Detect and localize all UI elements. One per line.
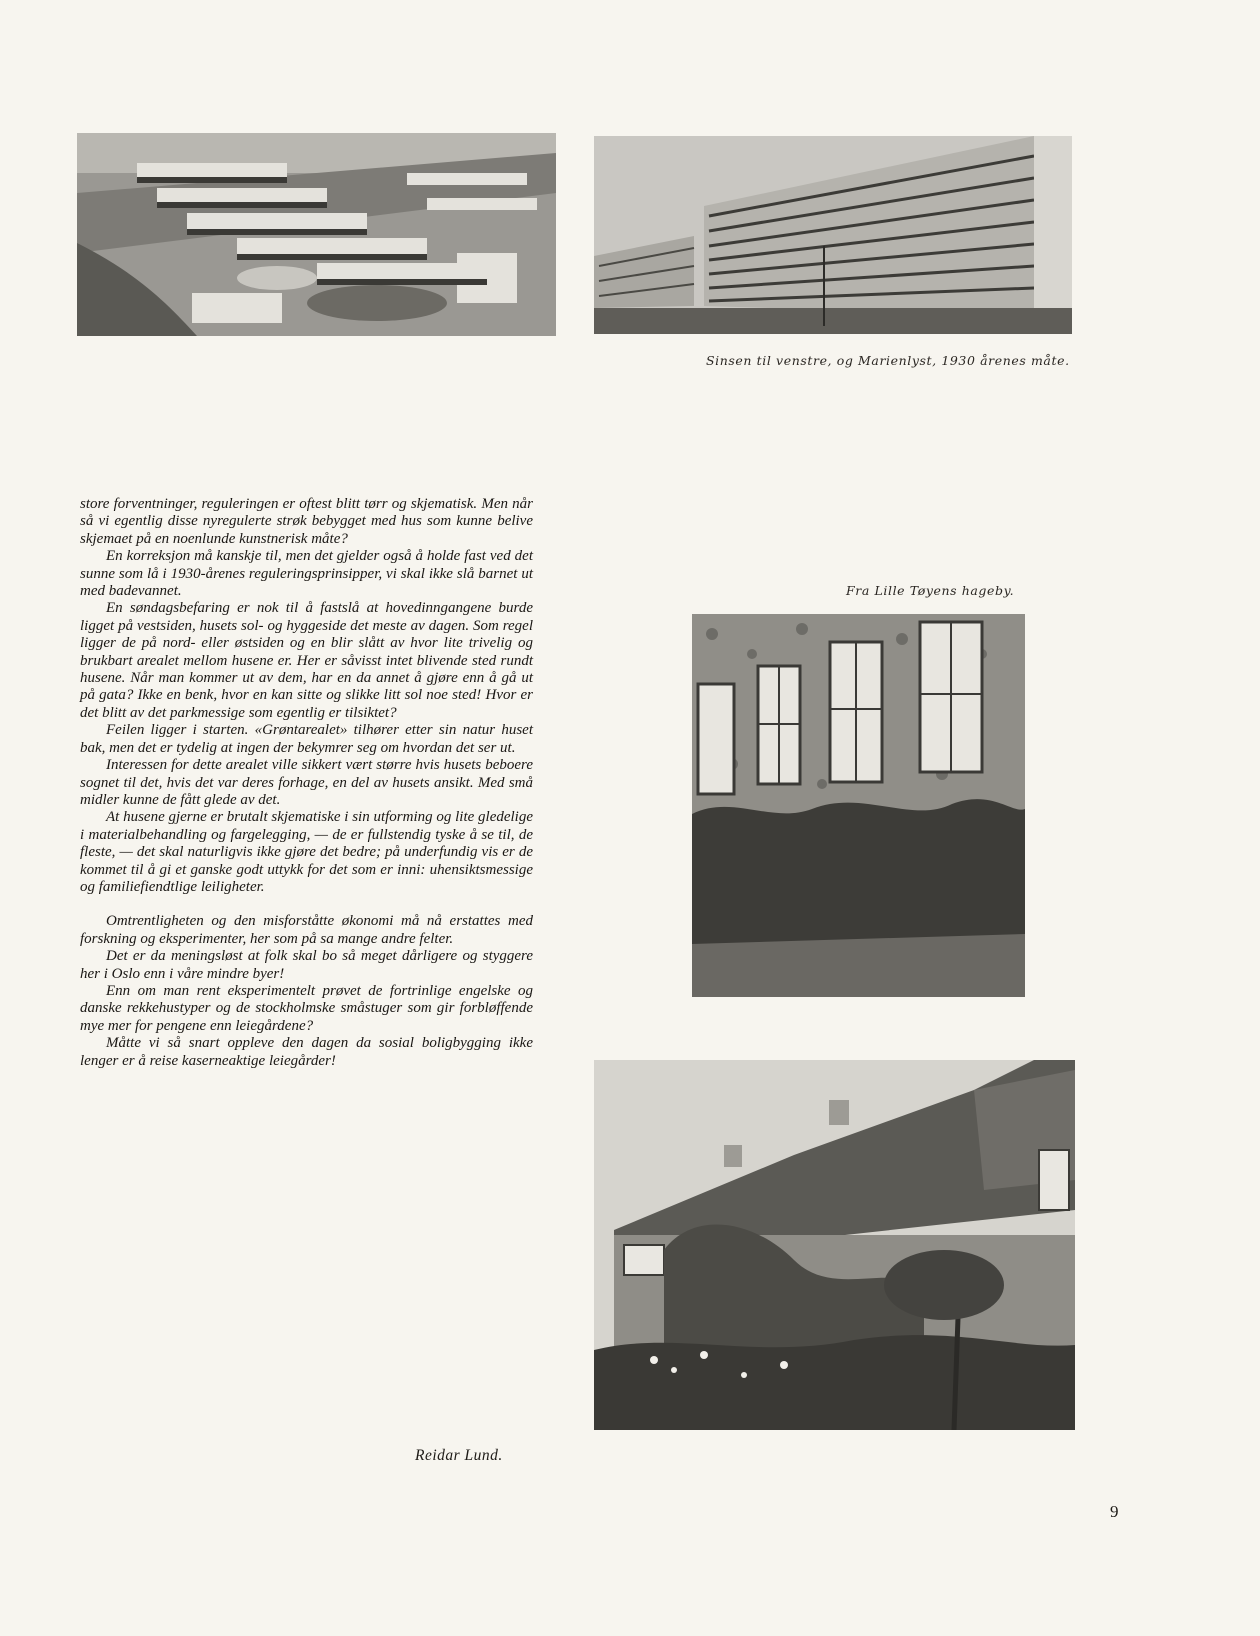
article-paragraph: At husene gjerne er brutalt skjematiske i sin utforming og lite gledelige i materialbehandling og fargelegging, — de er fullstendig tyske å se til, de fleste, — det skal naturligvis ikke gjøre det bedre; på underfundig vis er de kommet til å gi et ganske godt uttykk for det som er inni: uhensiktsmessige og familiefiendtlige leiligheter. xyxy=(80,809,534,895)
caption-right-photo: Fra Lille Tøyens hageby. xyxy=(846,583,1015,598)
article-paragraph: Interessen for dette arealet ville sikkert vært større hvis husets beboere sognet til det, hvis det var deres forhage, en del av husets ansikt. Med små midler kunne de fått glede av det. xyxy=(80,757,533,808)
photo-aerial-sinsen xyxy=(77,133,556,336)
article-paragraph: Omtrentligheten og den misforståtte økonomi må nå erstattes med forskning og eksperimenter, her som på sa mange andre felter. xyxy=(80,913,533,947)
article-paragraph: Måtte vi så snart oppleve den dagen da sosial boligbygging ikke lenger er å reise kaserneaktige leiegårder! xyxy=(80,1035,533,1069)
article-paragraph: En korreksjon må kanskje til, men det gjelder også å holde fast ved det sunne som lå i 1930-årenes reguleringsprinsipper, vi skal ikke slå barnet ut med badevannet. xyxy=(80,548,533,600)
photo-marienlyst-block xyxy=(594,136,1072,334)
article-paragraph: Det er da meningsløst at folk skal bo så meget dårligere og styggere her i Oslo enn i våre mindre byer! xyxy=(80,948,533,982)
article-paragraph: Feilen ligger i starten. «Grøntarealet» tilhører etter sin natur huset bak, men det er tydelig at ingen der bekymrer seg om hvordan det ser ut. xyxy=(80,722,533,756)
article-paragraph: store forventninger, reguleringen er oftest blitt tørr og skjematisk. Men når så vi egentlig disse nyregulerte strøk bebygget med hus som kunne belive skjemaet på en noenlunde kunstnerisk måte? xyxy=(80,496,533,547)
photo-row-house-garden xyxy=(594,1060,1075,1430)
caption-top-photos: Sinsen til venstre, og Marienlyst, 1930 årenes måte. xyxy=(706,353,1070,368)
article-paragraph: Enn om man rent eksperimentelt prøvet de fortrinlige engelske og danske rekkehustyper og de stockholmske småstuger som gir forbløffende mye mer for pengene enn leiegårdene? xyxy=(80,982,533,1034)
page-number: 9 xyxy=(1110,1502,1119,1521)
article-paragraph: En søndagsbefaring er nok til å fastslå at hovedinngangene burde ligget på vestsiden, husets sol- og hyggeside det meste av dagen. Som regel ligger de på nord- eller østsiden og en blir slått av hvor lite trivelig og brukbart arealet mellom husene er. Her er såvisst intet blivende sted rundt husene. Når man kommer ut av dem, har en da annet å gjøre enn å gå ut på gata? Ikke en benk, hvor en kan sitte og slikke litt sol noe sted! Hvor er det blitt av det parkmessige som egentlig er tilsiktet? xyxy=(80,600,533,721)
photo-lille-toyen-wall xyxy=(692,614,1025,997)
author-signature: Reidar Lund. xyxy=(415,1447,503,1464)
article-body xyxy=(80,496,533,1070)
